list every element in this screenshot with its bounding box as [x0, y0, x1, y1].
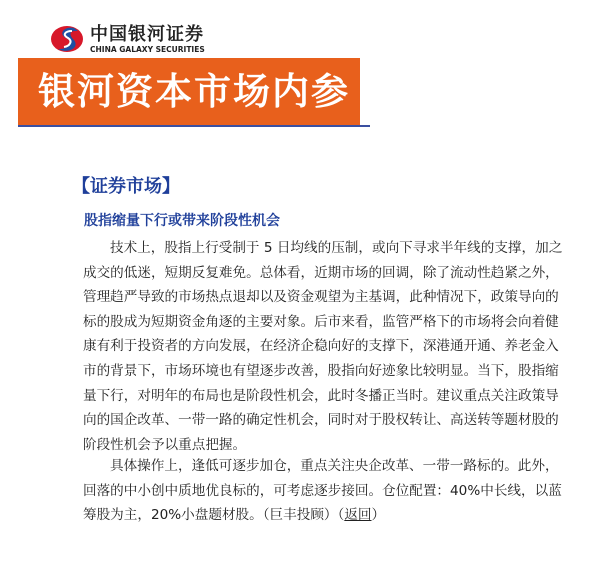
text-line: 康有利于投资者的方向发展，在经济企稳向好的支撑下，深港通开通、养老金入	[83, 338, 559, 355]
text-line: 管理趋严导致的市场热点退却以及资金观望为主基调，此种情况下，政策导向的	[83, 289, 559, 306]
text-line: 具体操作上，逢低可逐步加仓，重点关注央企改革、一带一路标的。此外，	[110, 458, 559, 474]
article-paragraph-2	[83, 454, 562, 528]
text-line: 成交的低迷，短期反复难免。总体看，近期市场的回调，除了流动性趋紧之外，	[83, 264, 559, 281]
text-line: 阶段性机会予以重点把握。	[83, 436, 247, 453]
article-title: 股指缩量下行或带来阶段性机会	[84, 213, 280, 229]
text-line: 向的国企改革、一带一路的确定性机会，同时对于股权转让、高送转等题材股的	[83, 412, 559, 429]
newsletter-banner: 银河资本市场内参	[18, 58, 360, 125]
text-line-last	[83, 503, 562, 528]
section-title: 【证券市场】	[72, 176, 180, 197]
banner-divider	[18, 125, 370, 127]
logo-name-cn: 中国银河证券	[90, 23, 204, 45]
text-fragment: 筹股为主，20%小盘题材股。（巨丰投顾）（	[83, 507, 345, 524]
close-paren: ）	[371, 507, 386, 524]
text-line: 回落的中小创中质地优良标的，可考虑逐步接回。仓位配置：40%中长线，以蓝	[83, 482, 562, 499]
text-line: 技术上，股指上行受制于 5 日均线的压制，或向下寻求半年线的支撑，加之	[110, 240, 563, 256]
text-line: 市的背景下，市场环境也有望逐步改善，股指向好迹象比较明显。当下，股指缩	[83, 362, 559, 379]
text-line: 量下行，对明年的布局也是阶段性机会，此时冬播正当时。建议重点关注政策导	[83, 387, 559, 404]
back-link[interactable]: 返回	[344, 507, 372, 524]
galaxy-logo-icon	[50, 22, 84, 56]
company-logo	[50, 22, 205, 56]
text-line: 标的股成为短期资金角逐的主要对象。后市来看，监管严格下的市场将会向着健	[83, 313, 559, 330]
logo-name-en: CHINA GALAXY SECURITIES	[90, 44, 205, 54]
article-paragraph-1	[83, 236, 562, 457]
